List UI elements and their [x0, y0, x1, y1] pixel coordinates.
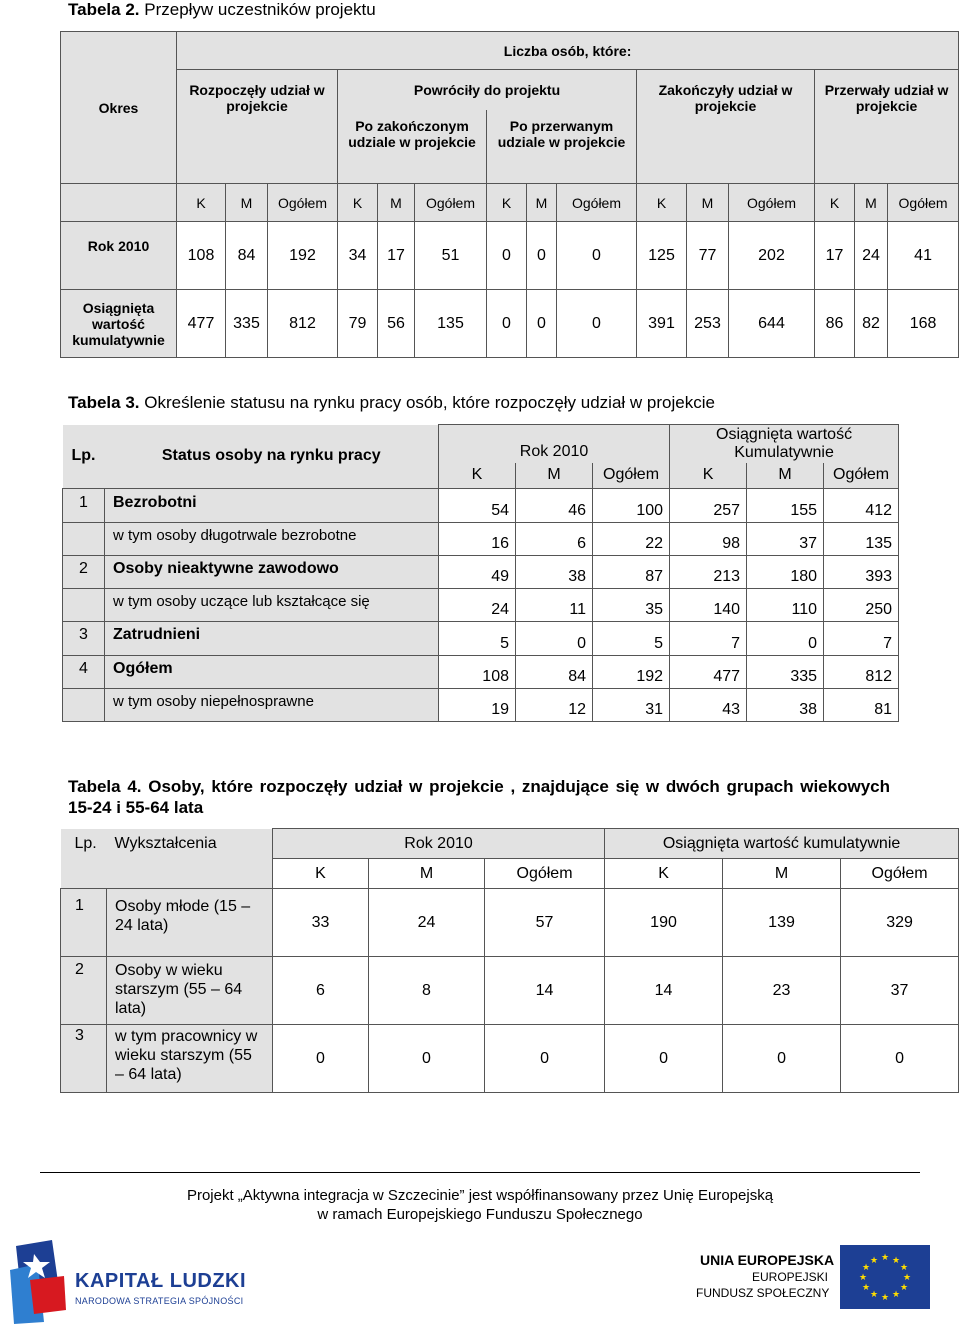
data-cell: 335 [747, 656, 824, 689]
row-lp [63, 689, 105, 722]
data-cell: 110 [747, 589, 824, 622]
subheader-cell: K [670, 463, 747, 489]
svg-text:★: ★ [899, 1283, 909, 1293]
data-cell: 253 [687, 290, 729, 358]
table-row [63, 556, 899, 589]
table-row [61, 222, 959, 290]
data-cell: 644 [729, 290, 815, 358]
subheader-cell: K [815, 184, 855, 222]
data-cell: 35 [593, 589, 670, 622]
subheader-cell: Ogółem [824, 463, 899, 489]
subheader-cell: M [226, 184, 268, 222]
data-cell: 5 [593, 622, 670, 656]
data-cell: 6 [516, 523, 593, 556]
table4-title-text: Osoby, które rozpoczęły udział w projekcie , znajdujące się w dwóch grupach wiekowych 15-24 i 55-64 lata [68, 777, 890, 817]
header-po-zakonczonym: Po zakończonym udziale w projekcie [338, 110, 487, 184]
kapital-ludzki-title: KAPITAŁ LUDZKI [75, 1270, 247, 1292]
data-cell: 192 [593, 656, 670, 689]
data-cell: 7 [824, 622, 899, 656]
data-cell: 24 [369, 889, 485, 957]
table-row [61, 1025, 959, 1093]
svg-text:★: ★ [861, 1263, 871, 1273]
header-po-przerwanym: Po przerwanym udziale w projekcie [487, 110, 637, 184]
data-cell: 57 [485, 889, 605, 957]
header-blank [107, 859, 273, 889]
data-cell: 38 [747, 689, 824, 722]
data-cell: 43 [670, 689, 747, 722]
data-cell: 108 [439, 656, 516, 689]
kapital-ludzki-emblem-icon [8, 1240, 70, 1324]
data-cell: 168 [888, 290, 959, 358]
row-lp: 2 [61, 957, 107, 1025]
data-cell: 33 [273, 889, 369, 957]
header-osiagnieta: Osiągnięta wartość kumulatywnie [605, 829, 959, 859]
data-cell: 84 [226, 222, 268, 290]
table4-title-label: Tabela 4. [68, 777, 142, 796]
data-cell: 5 [439, 622, 516, 656]
table-row [63, 489, 899, 523]
data-cell: 0 [527, 290, 557, 358]
row-label: Osoby w wieku starszym (55 – 64 lata) [107, 957, 273, 1025]
data-cell: 0 [841, 1025, 959, 1093]
data-cell: 0 [487, 290, 527, 358]
row-label: Osoby młode (15 – 24 lata) [107, 889, 273, 957]
svg-text:★: ★ [858, 1273, 868, 1283]
svg-text:★: ★ [902, 1273, 912, 1283]
data-cell: 49 [439, 556, 516, 589]
data-cell: 250 [824, 589, 899, 622]
row-label: w tym osoby uczące lub kształcące się [105, 589, 439, 622]
table-row [63, 689, 899, 722]
header-rozpoczely: Rozpoczęły udział w projekcie [177, 70, 338, 184]
data-cell: 393 [824, 556, 899, 589]
data-cell: 0 [487, 222, 527, 290]
header-blank [61, 859, 107, 889]
table-age-groups [60, 828, 959, 1093]
row-label: Osiągnięta wartość kumulatywnie [61, 290, 177, 358]
data-cell: 812 [268, 290, 338, 358]
eu-logo-line-3: FUNDUSZ SPOŁECZNY [696, 1286, 830, 1300]
data-cell: 11 [516, 589, 593, 622]
eu-logo [690, 1243, 935, 1323]
header-status: Status osoby na rynku pracy [105, 425, 439, 489]
data-cell: 51 [415, 222, 487, 290]
data-cell: 7 [670, 622, 747, 656]
row-lp: 3 [61, 1025, 107, 1093]
data-cell: 12 [516, 689, 593, 722]
data-cell: 335 [226, 290, 268, 358]
svg-text:★: ★ [880, 1253, 890, 1263]
data-cell: 37 [841, 957, 959, 1025]
data-cell: 202 [729, 222, 815, 290]
header-osiagnieta: Osiągnięta wartość Kumulatywnie [670, 425, 899, 463]
row-lp: 3 [63, 622, 105, 656]
subheader-cell: Ogółem [729, 184, 815, 222]
svg-text:★: ★ [891, 1256, 901, 1266]
header-lp: Lp. [63, 425, 105, 489]
data-cell: 477 [670, 656, 747, 689]
data-cell: 34 [338, 222, 378, 290]
data-cell: 0 [557, 290, 637, 358]
table-row [61, 889, 959, 957]
subheader-cell: M [369, 859, 485, 889]
table-labour-status [62, 424, 899, 722]
table2-title [68, 0, 376, 20]
data-cell: 14 [605, 957, 723, 1025]
header-przerwaly: Przerwały udział w projekcie [815, 70, 959, 184]
subheader-cell: K [273, 859, 369, 889]
table-row [63, 523, 899, 556]
data-cell: 14 [485, 957, 605, 1025]
data-cell: 135 [415, 290, 487, 358]
data-cell: 54 [439, 489, 516, 523]
header-liczba: Liczba osób, które: [177, 32, 959, 70]
table-row [63, 589, 899, 622]
data-cell: 412 [824, 489, 899, 523]
data-cell: 0 [557, 222, 637, 290]
row-label: Ogółem [105, 656, 439, 689]
row-lp [63, 589, 105, 622]
svg-text:★: ★ [880, 1293, 890, 1303]
table-row [61, 290, 959, 358]
header-rok: Rok 2010 [439, 425, 670, 463]
data-cell: 17 [815, 222, 855, 290]
subheader-cell: Ogółem [268, 184, 338, 222]
subheader-cell: K [487, 184, 527, 222]
data-cell: 0 [723, 1025, 841, 1093]
data-cell: 190 [605, 889, 723, 957]
table-row [61, 957, 959, 1025]
data-cell: 81 [824, 689, 899, 722]
data-cell: 84 [516, 656, 593, 689]
table4-title [68, 776, 890, 818]
data-cell: 192 [268, 222, 338, 290]
data-cell: 125 [637, 222, 687, 290]
subheader-cell: Ogółem [841, 859, 959, 889]
table-row [63, 656, 899, 689]
subheader-cell: Ogółem [485, 859, 605, 889]
data-cell: 100 [593, 489, 670, 523]
row-lp [63, 523, 105, 556]
row-lp: 1 [61, 889, 107, 957]
subheader-cell: M [516, 463, 593, 489]
row-lp: 2 [63, 556, 105, 589]
subheader-cell: M [723, 859, 841, 889]
data-cell: 0 [516, 622, 593, 656]
data-cell: 56 [378, 290, 415, 358]
footer-line-2: w ramach Europejskiego Funduszu Społecznego [317, 1206, 643, 1223]
eu-flag-icon [840, 1245, 930, 1309]
row-lp: 4 [63, 656, 105, 689]
row-label: w tym osoby niepełnosprawne [105, 689, 439, 722]
svg-text:★: ★ [891, 1290, 901, 1300]
footer-line-1: Projekt „Aktywna integracja w Szczecinie” jest współfinansowany przez Unię Europejską [186, 1187, 774, 1204]
subheader-cell: M [527, 184, 557, 222]
data-cell: 0 [485, 1025, 605, 1093]
row-label: w tym pracownicy w wieku starszym (55 – 64 lata) [107, 1025, 273, 1093]
header-okres: Okres [61, 32, 177, 184]
data-cell: 46 [516, 489, 593, 523]
data-cell: 17 [378, 222, 415, 290]
data-cell: 155 [747, 489, 824, 523]
subheader-cell: K [637, 184, 687, 222]
data-cell: 24 [439, 589, 516, 622]
data-cell: 8 [369, 957, 485, 1025]
header-rok: Rok 2010 [273, 829, 605, 859]
data-cell: 22 [593, 523, 670, 556]
table3-title [68, 393, 715, 413]
footer-divider [40, 1172, 920, 1173]
data-cell: 6 [273, 957, 369, 1025]
header-blank [61, 184, 177, 222]
table-participant-flow [60, 31, 959, 358]
eu-logo-line-1: UNIA EUROPEJSKA [700, 1252, 835, 1268]
data-cell: 812 [824, 656, 899, 689]
data-cell: 0 [527, 222, 557, 290]
subheader-cell: K [177, 184, 226, 222]
data-cell: 23 [723, 957, 841, 1025]
data-cell: 180 [747, 556, 824, 589]
data-cell: 477 [177, 290, 226, 358]
data-cell: 77 [687, 222, 729, 290]
data-cell: 37 [747, 523, 824, 556]
row-label: Rok 2010 [61, 222, 177, 290]
data-cell: 0 [273, 1025, 369, 1093]
table2-title-text: Przepływ uczestników projektu [144, 0, 376, 19]
data-cell: 41 [888, 222, 959, 290]
data-cell: 391 [637, 290, 687, 358]
subheader-cell: K [605, 859, 723, 889]
row-label: w tym osoby długotrwale bezrobotne [105, 523, 439, 556]
data-cell: 257 [670, 489, 747, 523]
data-cell: 16 [439, 523, 516, 556]
data-cell: 0 [747, 622, 824, 656]
data-cell: 108 [177, 222, 226, 290]
svg-text:★: ★ [869, 1290, 879, 1300]
svg-text:★: ★ [869, 1256, 879, 1266]
data-cell: 135 [824, 523, 899, 556]
subheader-cell: M [687, 184, 729, 222]
row-label: Osoby nieaktywne zawodowo [105, 556, 439, 589]
subheader-cell: Ogółem [593, 463, 670, 489]
table2-title-label: Tabela 2. [68, 0, 140, 19]
data-cell: 86 [815, 290, 855, 358]
data-cell: 329 [841, 889, 959, 957]
subheader-cell: K [439, 463, 516, 489]
data-cell: 31 [593, 689, 670, 722]
data-cell: 24 [855, 222, 888, 290]
subheader-cell: K [338, 184, 378, 222]
data-cell: 139 [723, 889, 841, 957]
row-label: Zatrudnieni [105, 622, 439, 656]
data-cell: 213 [670, 556, 747, 589]
data-cell: 19 [439, 689, 516, 722]
data-cell: 79 [338, 290, 378, 358]
subheader-cell: Ogółem [557, 184, 637, 222]
subheader-cell: Ogółem [415, 184, 487, 222]
header-lp: Lp. [61, 829, 107, 859]
subheader-cell: M [855, 184, 888, 222]
svg-text:★: ★ [899, 1263, 909, 1273]
data-cell: 0 [605, 1025, 723, 1093]
data-cell: 38 [516, 556, 593, 589]
data-cell: 98 [670, 523, 747, 556]
header-powrocily: Powróciły do projektu [338, 70, 637, 110]
header-wyksztalcenia: Wykształcenia [107, 829, 273, 859]
data-cell: 87 [593, 556, 670, 589]
row-label: Bezrobotni [105, 489, 439, 523]
kapital-ludzki-logo [8, 1240, 258, 1325]
row-lp: 1 [63, 489, 105, 523]
svg-text:★: ★ [861, 1283, 871, 1293]
table3-title-label: Tabela 3. [68, 393, 140, 412]
subheader-cell: M [378, 184, 415, 222]
eu-logo-line-2: EUROPEJSKI [752, 1270, 829, 1284]
table-row [63, 622, 899, 656]
subheader-cell: M [747, 463, 824, 489]
data-cell: 82 [855, 290, 888, 358]
data-cell: 140 [670, 589, 747, 622]
kapital-ludzki-subtitle: NARODOWA STRATEGIA SPÓJNOŚCI [75, 1296, 244, 1306]
table3-title-text: Określenie statusu na rynku pracy osób, które rozpoczęły udział w projekcie [144, 393, 715, 412]
data-cell: 0 [369, 1025, 485, 1093]
header-zakonczyly: Zakończyły udział w projekcie [637, 70, 815, 184]
subheader-cell: Ogółem [888, 184, 959, 222]
